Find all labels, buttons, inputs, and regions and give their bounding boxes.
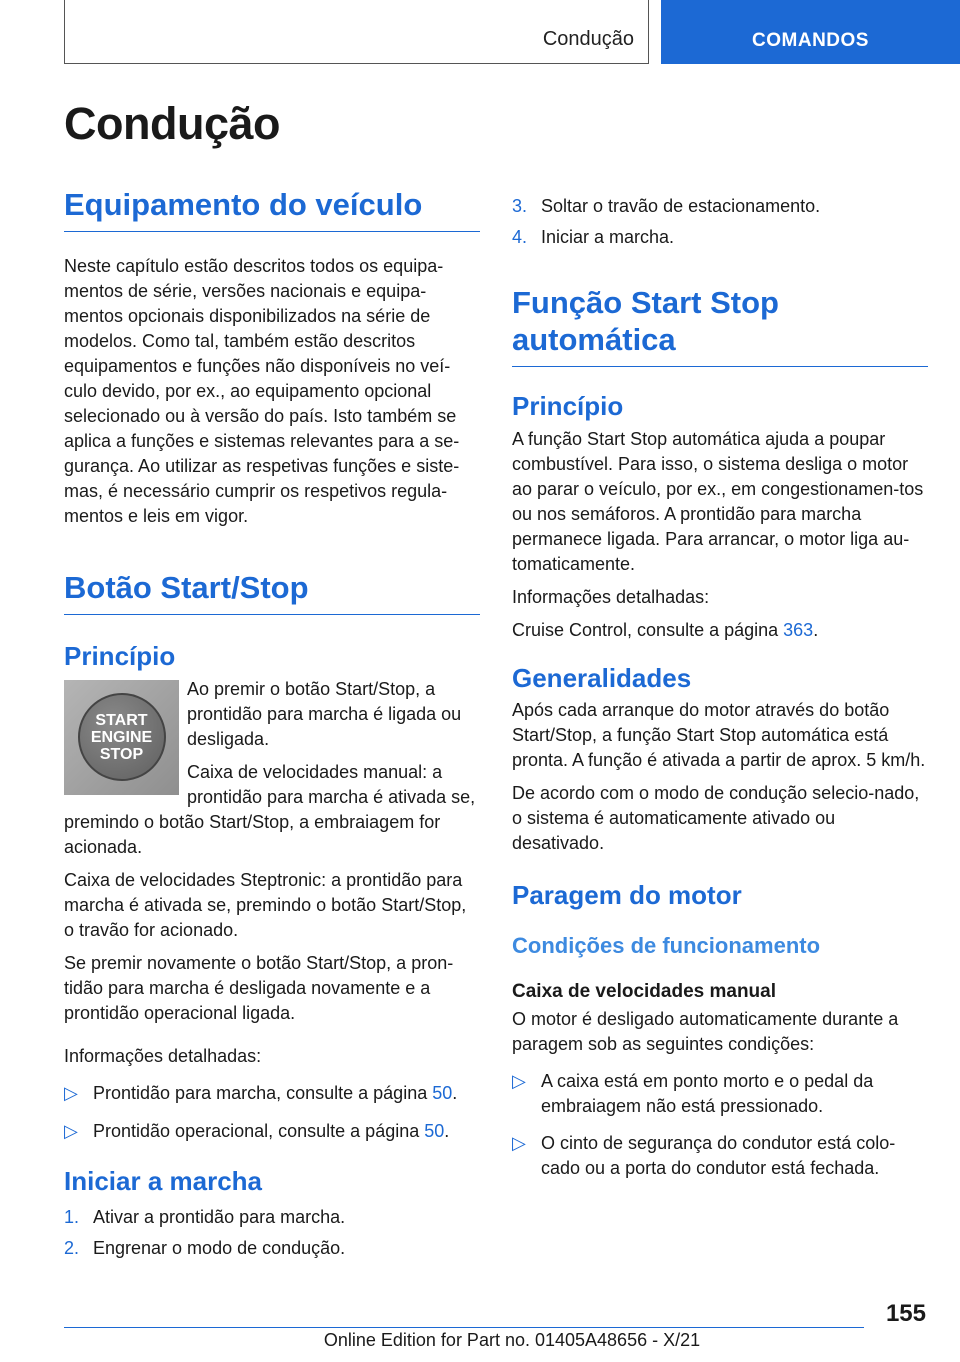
triangle-bullet-icon: ▷ xyxy=(512,1070,526,1091)
knob-label-start: START xyxy=(95,711,148,729)
list-item: ▷ Prontidão operacional, consulte a página 50. xyxy=(64,1119,480,1144)
operating-conditions-heading: Condições de funcionamento xyxy=(512,932,821,958)
triangle-bullet-icon: ▷ xyxy=(64,1120,78,1141)
step-item xyxy=(512,194,928,219)
step-number: 1. xyxy=(64,1206,80,1227)
auto-principle-heading: Princípio xyxy=(512,391,624,422)
button-paragraph-2: Caixa de velocidades manual: a prontidão para marcha é ativada se, premindo o botão Start/Stop, a embraiagem for acionada. xyxy=(64,761,476,857)
step-text: Soltar o travão de estacionamento. xyxy=(541,196,821,216)
start-stop-heading: Botão Start/Stop xyxy=(64,569,480,615)
list-item xyxy=(512,1131,928,1181)
info-item-text: Prontidão para marcha, consulte a página xyxy=(93,1082,433,1103)
start-stop-button-image xyxy=(64,680,179,795)
general-paragraph-2: De acordo com o modo de condução selecio-nado, o sistema é automaticamente ativado ou desativado. xyxy=(512,782,920,853)
step-text: Iniciar a marcha. xyxy=(541,227,675,247)
step-number: 2. xyxy=(64,1237,80,1258)
page-link[interactable]: 50 xyxy=(424,1120,445,1141)
condition-text: A caixa está em ponto morto e o pedal da embraiagem não está pressionado. xyxy=(541,1070,874,1116)
list-item xyxy=(512,1069,928,1119)
principle-heading: Princípio xyxy=(64,641,176,672)
button-paragraph-4: Se premir novamente o botão Start/Stop, a pron-tidão para marcha é desligada novamente e a prontidão operacional ligada. xyxy=(64,952,454,1023)
button-paragraph-3: Caixa de velocidades Steptronic: a prontidão para marcha é ativada se, premindo o botão Start/Stop, o travão for acionado. xyxy=(64,869,467,940)
info-item-text: Prontidão operacional, consulte a página xyxy=(93,1120,425,1141)
page-link[interactable]: 50 xyxy=(432,1082,453,1103)
manual-paragraph: O motor é desligado automaticamente durante a paragem sob as seguintes condições: xyxy=(512,1008,899,1054)
footer-rule xyxy=(64,1327,864,1328)
step-item xyxy=(512,225,928,250)
header-section-box xyxy=(64,0,649,64)
page-number: 155 xyxy=(885,1300,926,1327)
page-link[interactable]: 363 xyxy=(783,619,814,640)
auto-start-stop-heading: Função Start Stop automática xyxy=(512,285,779,358)
header-chapter-label: COMANDOS xyxy=(752,30,869,51)
equipment-paragraph: Neste capítulo estão descritos todos os equipa-mentos de série, versões nacionais e equipa-mentos opcionais disponibilizados na série de modelos. Como tal, também estão descritos equipamentos e funções não disponíveis no veí-culo devido, por ex., ao equipamento opcional selecionado ou à versão do país. Isto também se aplica a funções e sistemas relevantes para a se-gurança. Ao utilizar as respetivas funções e siste-mas, é necessário cumprir os respetivos regula-mentos e leis em vigor. xyxy=(64,256,460,527)
manual-gearbox-heading: Caixa de velocidades manual xyxy=(512,980,777,1002)
triangle-bullet-icon: ▷ xyxy=(512,1132,526,1153)
general-heading: Generalidades xyxy=(512,662,692,693)
left-column xyxy=(64,186,480,1261)
step-text: Ativar a prontidão para marcha. xyxy=(93,1206,346,1227)
button-paragraph-1: Ao premir o botão Start/Stop, a prontidão para marcha é ligada ou desligada. xyxy=(187,678,462,749)
step-text: Engrenar o modo de condução. xyxy=(93,1237,346,1258)
knob-label-engine: ENGINE xyxy=(90,728,153,746)
footer-edition: Online Edition for Part no. 01405A48656 - X/21 xyxy=(323,1330,701,1350)
heading-rule xyxy=(512,366,928,367)
step-number: 4. xyxy=(512,227,528,247)
header-section-label: Condução xyxy=(542,28,634,50)
equipment-heading: Equipamento do veículo xyxy=(64,186,480,232)
start-driving-heading: Iniciar a marcha xyxy=(64,1165,262,1196)
step-item xyxy=(64,1205,480,1230)
engine-stop-heading: Paragem do motor xyxy=(512,879,742,910)
header-chapter-tab[interactable] xyxy=(661,0,960,64)
cruise-reference: Cruise Control, consulte a página 363. xyxy=(512,619,819,640)
step-item xyxy=(64,1236,480,1261)
triangle-bullet-icon: ▷ xyxy=(64,1082,78,1103)
auto-principle-paragraph: A função Start Stop automática ajuda a poupar combustível. Para isso, o sistema desliga o motor ao parar o veículo, por ex., em congestionamen-tos ou nos semáforos. A prontidão para marcha permanece ligada. Para arrancar, o motor liga au-tomaticamente. xyxy=(512,428,924,574)
right-column xyxy=(512,186,928,1181)
condition-text: O cinto de segurança do condutor está colo-cado ou a porta do condutor está fechada. xyxy=(541,1132,896,1178)
step-number: 3. xyxy=(512,196,528,216)
general-paragraph-1: Após cada arranque do motor através do botão Start/Stop, a função Start Stop automática está pronta. A função é ativada a partir de aprox. 5 km/h. xyxy=(512,699,926,770)
start-engine-stop-knob xyxy=(78,693,166,781)
list-item: ▷ Prontidão para marcha, consulte a página 50. xyxy=(64,1081,480,1106)
knob-label-stop: STOP xyxy=(99,745,144,763)
info-label: Informações detalhadas: xyxy=(64,1045,262,1066)
page-title: Condução xyxy=(64,98,280,149)
auto-info-label: Informações detalhadas: xyxy=(512,586,710,607)
